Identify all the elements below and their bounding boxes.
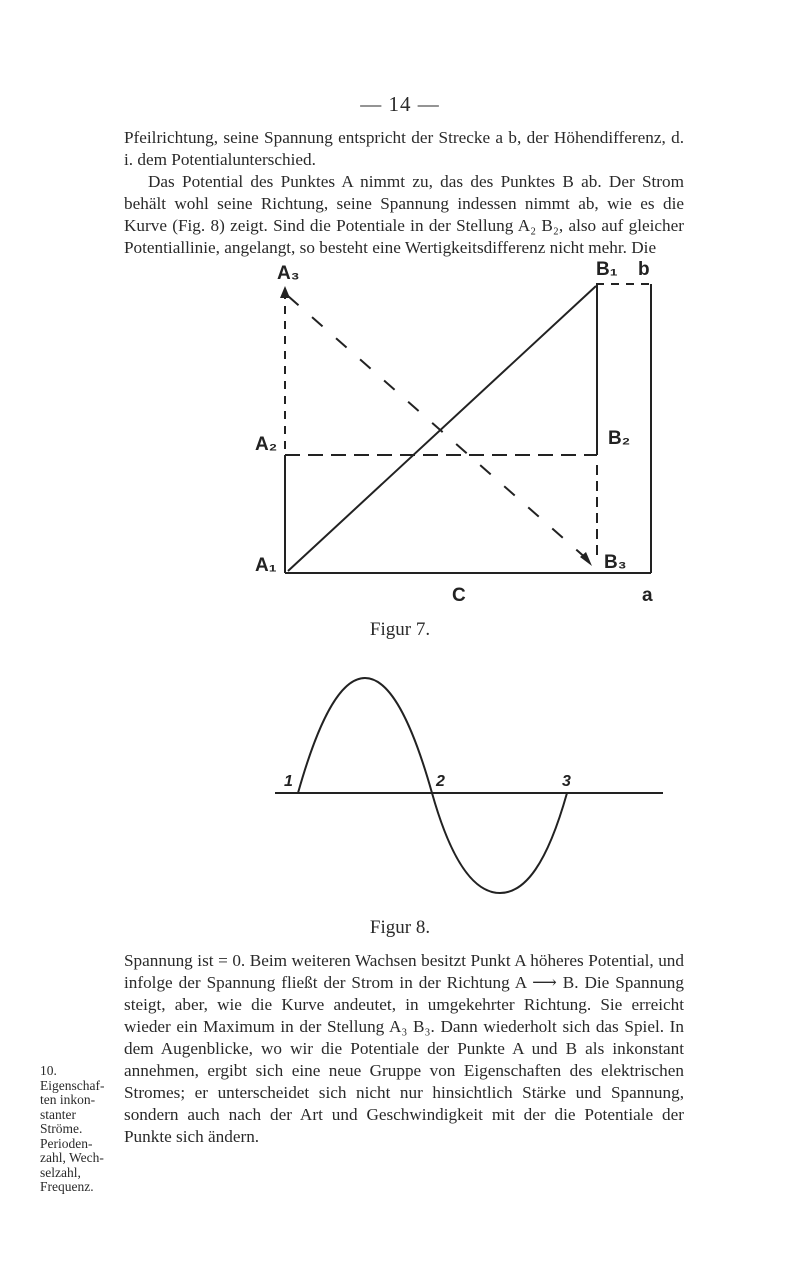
fig7-label-b2: B₂ (608, 428, 631, 449)
fig7-label-a2: A₂ (255, 434, 278, 455)
margin-note-line: zahl, Wech- (40, 1150, 104, 1165)
page-number: — 14 — (360, 92, 440, 116)
fig7-label-a: a (642, 585, 653, 606)
fig7-label-b3: B₃ (604, 552, 627, 573)
paragraph-1-text-b: Das Potential des Punktes A nimmt zu, das des Punktes B ab. Der Strom behält wohl seine Richtung, seine Spannung indessen nimmt ab, wie es die Kurve (Fig. 8) zeigt. Sind die Potentiale in der Stellung A₂ B₂, also auf gleicher Potentiallinie, angelangt, so besteht eine Wertigkeitsdifferenz nicht mehr. Die (124, 172, 684, 257)
figure-7-caption: Figur 7. (369, 619, 431, 640)
fig7-arrow-a3 (280, 286, 290, 298)
fig8-label-1: 1 (284, 773, 293, 790)
fig7-label-a1: A₁ (255, 555, 277, 576)
margin-note-line: selzahl, (40, 1164, 81, 1180)
fig7-diagonal-a1-b1 (288, 286, 596, 571)
paragraph-1-text-a: Pfeilrichtung, seine Spannung entspricht der Strecke a b, der Höhendifferenz, d. i. dem Potentialunterschied. (124, 128, 684, 169)
margin-note-line: Perioden- (40, 1135, 93, 1151)
fig7-label-b: b (638, 259, 650, 280)
fig8-label-2: 2 (436, 773, 445, 790)
paragraph-2-text: Spannung ist = 0. Beim weiteren Wachsen besitzt Punkt A höheres Potential, und infolge der Spannung fließt der Strom in der Richtung A ⟶ B. Die Spannung steigt, aber, wie die Kurve andeutet, in umgekehrter Richtung. Sie erreicht wieder ein Maximum in der Stellung A₃ B₃. Dann wiederholt sich das Spiel. In dem Augenblicke, wo wir die Potentiale der Punkte A und B als inkonstant annehmen, ergibt sich eine neue Gruppe von Eigenschaften des elektrischen Stromes; er unterscheidet sich nicht nur hinsichtlich Stärke und Spannung, sondern auch nach der Art und Geschwindigkeit mit der die Potentiale der Punkte sich ändern. (124, 951, 684, 1146)
margin-note-line: Frequenz. (40, 1179, 94, 1194)
fig8-sine-curve (298, 678, 567, 893)
margin-note (40, 1064, 124, 1195)
fig7-label-a3: A₃ (277, 263, 300, 284)
margin-note-line: Ströme. (40, 1121, 83, 1136)
body-paragraph-2 (124, 950, 684, 1148)
margin-note-line: ten inkon- (40, 1092, 96, 1107)
fig7-label-c: C (452, 585, 466, 606)
margin-note-line: 10. Eigenschaf- (40, 1063, 105, 1093)
fig7-label-b1: B₁ (596, 259, 618, 280)
margin-note-line: stanter (40, 1106, 76, 1122)
figure-8-caption: Figur 8. (369, 917, 431, 938)
fig8-label-3: 3 (562, 773, 571, 790)
